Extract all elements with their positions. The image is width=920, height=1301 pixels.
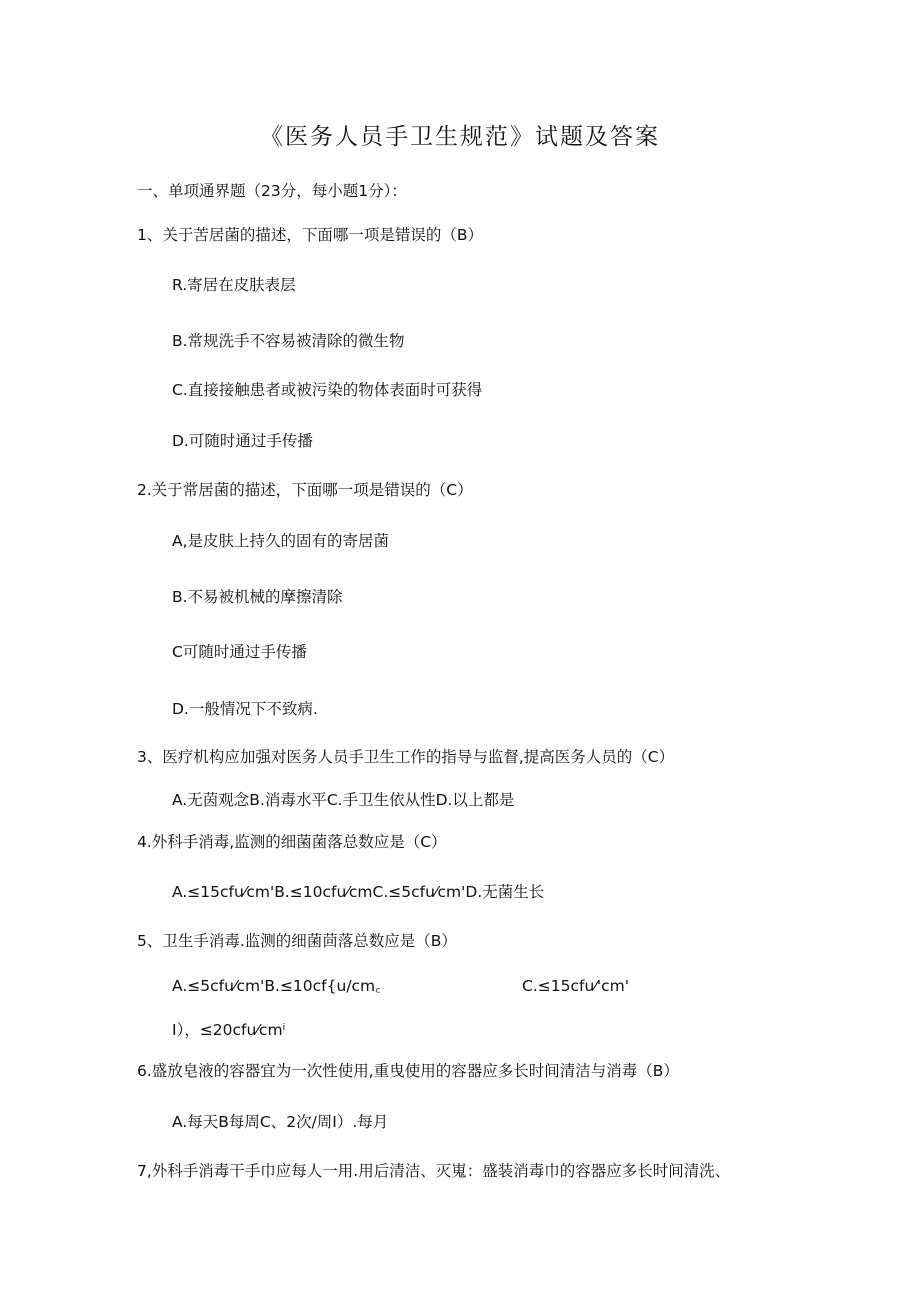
- question-2-option-a: A,是皮肤上持久的固有的寄居菌: [172, 532, 390, 550]
- question-4-options: A.≤15cfu⁄cm'B.≤10cfu⁄cmC.≤5cfu⁄cm'D.无菌生长: [172, 883, 545, 901]
- question-2-stem: 2.关于常居菌的描述，下面哪一项是错误的（C）: [137, 481, 473, 499]
- question-6-stem: 6.盛放皂液的容器宜为一次性使用,重曳使用的容器应多长时间清洁与消毒（B）: [137, 1062, 679, 1080]
- question-5-stem: 5、卫生手消毒.监测的细菌茴落总数应是（B）: [137, 932, 457, 950]
- question-1-stem: 1、关于苦居菌的描述，下面哪一项是错误的（B）: [137, 226, 483, 244]
- question-6-options: A.每天B每周C、2次/周I）.每月: [172, 1113, 389, 1131]
- question-3-options: A.无茵观念B.消毒水平C.手卫生依从性D.以上都是: [172, 791, 515, 809]
- section-heading: 一、单项通界题（23分，每小题1分）：: [137, 182, 407, 200]
- question-5-option-d: I），≤20cfu⁄cmⁱ: [172, 1021, 286, 1039]
- question-1-option-a: R.寄居在皮肤表层: [172, 276, 296, 294]
- question-2-option-c: C可随时通过手传播: [172, 643, 307, 661]
- question-1-option-d: D.可随时通过手传播: [172, 432, 313, 450]
- question-1-option-c: C.直接接触患者或被污染的物体表面时可获得: [172, 381, 483, 399]
- document-title: 《医务人员手卫生规范》试题及答案: [260, 124, 660, 150]
- question-2-option-b: B.不易被机械的摩擦清除: [172, 588, 343, 606]
- question-1-option-b: B.常规洗手不容易被清除的微生物: [172, 332, 405, 350]
- question-5-option-c: C.≤15cfu⁄'cm': [522, 977, 629, 995]
- question-7-stem: 7,外科手消毒干手巾应每人一用.用后清洁、灭嵬：盛装消毒巾的容器应多长时间清洗、: [137, 1162, 731, 1180]
- question-5-option-ab: A.≤5cfu⁄cm'B.≤10cf{u/cm꜀: [172, 977, 381, 995]
- question-2-option-d: D.一般情况下不致病.: [172, 700, 318, 718]
- question-3-stem: 3、医疗机构应加强对医务人员手卫生工作的指导与监督,提高医务人员的（C）: [137, 748, 675, 766]
- question-4-stem: 4.外科手消毒,监测的细菌菌落总数应是（C）: [137, 833, 447, 851]
